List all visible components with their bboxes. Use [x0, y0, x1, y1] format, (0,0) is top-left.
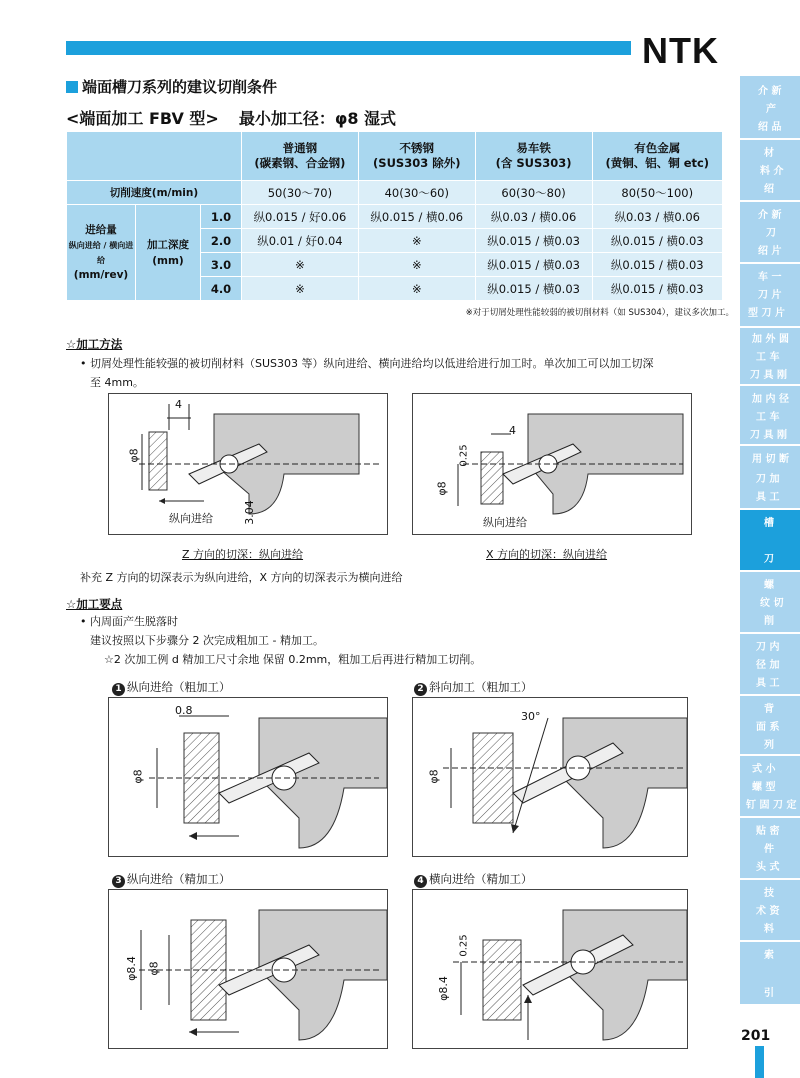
cutting-conditions-table [66, 131, 723, 301]
index-tab-inner-diameter[interactable]: 刀 内 径 加 具 工 [740, 634, 800, 696]
dim-diameter: φ8 [435, 481, 449, 496]
speed-cell: 40(30～60) [358, 181, 475, 205]
index-tab-outer-turning[interactable]: 加 外 圆 工 车 刀 具 刚 [740, 328, 800, 386]
dim-diameter: φ8 [127, 448, 141, 463]
index-tab-inserts[interactable]: 车 一 刀 片 型 刀 片 [740, 264, 800, 328]
feed-cell: ※ [242, 277, 359, 301]
feed-label: 进给量 纵向进给 / 横向进给 (mm/rev) [67, 205, 136, 301]
step-1-diagram: 0.8 φ8 [108, 697, 388, 857]
depth-cell: 3.0 [201, 253, 242, 277]
feed-cell: 纵0.015 / 横0.03 [592, 277, 722, 301]
dim-top: 4 [509, 424, 516, 437]
step-4-diagram: 0.25 φ8.4 [412, 889, 688, 1049]
page-number: 201 [741, 1028, 771, 1044]
header-bar [66, 41, 631, 55]
speed-cell: 80(50～100) [592, 181, 722, 205]
index-tab-index[interactable]: 索 引 [740, 942, 800, 1006]
index-tab-new-inserts[interactable]: 介 新 刀 绍 片 [740, 202, 800, 264]
speed-cell: 50(30～70) [242, 181, 359, 205]
feed-cell: 纵0.015 / 横0.06 [358, 205, 475, 229]
index-tab-insert-head[interactable]: 贴 密 件 头 式 [740, 818, 800, 880]
index-tab-back-series[interactable]: 背 面 系 列 [740, 696, 800, 756]
depth-cell: 1.0 [201, 205, 242, 229]
method-text: • 切屑处理性能较强的被切削材料（SUS303 等）纵向进给、横向进给均以低进给进行加工时。单次加工可以加工切深 至 4mm。 [80, 357, 654, 389]
fig2-caption: X 方向的切深：纵向进给 [486, 548, 608, 561]
header-cell: 普通钢 (碳素钢、合金钢) [242, 132, 359, 181]
index-tab-cut-off[interactable]: 用 切 断 刀 加 具 工 [740, 446, 800, 510]
step-2-diagram: 30° φ8 [412, 697, 688, 857]
header-cell: 不锈钢 (SUS303 除外) [358, 132, 475, 181]
index-tab-new-products[interactable]: 介 新 产 绍 品 [740, 76, 800, 140]
step-2-label: 2 斜向加工（粗加工） [414, 679, 533, 696]
feed-cell: 纵0.015 / 横0.03 [592, 253, 722, 277]
dim-small: 0.25 [458, 444, 470, 467]
step-4-label: 4 横向进给（精加工） [414, 871, 533, 888]
speed-label: 切削速度(m/min) [67, 181, 242, 205]
supplement-text: 补充 Z 方向的切深表示为纵向进给，X 方向的切深表示为横向进给 [80, 571, 403, 584]
feed-cell: ※ [358, 229, 475, 253]
index-tab-threading[interactable]: 螺 纹 切 削 [740, 572, 800, 634]
depth-label: 加工深度 (mm) [136, 205, 201, 301]
title-square-icon [66, 81, 78, 93]
feed-cell: ※ [358, 277, 475, 301]
arrow-label: 纵向进给 [169, 512, 213, 525]
feed-cell: 纵0.015 / 横0.03 [475, 229, 592, 253]
feed-cell: 纵0.03 / 横0.06 [592, 205, 722, 229]
depth-cell: 2.0 [201, 229, 242, 253]
feed-cell: 纵0.015 / 好0.06 [242, 205, 359, 229]
step-3-label: 3 纵向进给（精加工） [112, 871, 231, 888]
step-1-label: 1 纵向进给（粗加工） [112, 679, 231, 696]
header-cell: 易车铁 (含 SUS303) [475, 132, 592, 181]
step-3-diagram: φ8.4 φ8 [108, 889, 388, 1049]
diagram-z-depth [108, 393, 388, 535]
feed-cell: ※ [358, 253, 475, 277]
feed-cell: 纵0.015 / 横0.03 [592, 229, 722, 253]
fig1-caption: Z 方向的切深：纵向进给 [182, 548, 304, 561]
feed-cell: ※ [242, 253, 359, 277]
method-heading: ☆加工方法 [66, 337, 123, 351]
dim-bottom: 3.04 [242, 500, 256, 525]
ntk-logo: NTK [642, 30, 719, 71]
page-title: 端面槽刀系列的建议切削条件 [66, 76, 277, 97]
page-bar [755, 1046, 764, 1078]
index-tab-materials[interactable]: 材 料 介 绍 [740, 140, 800, 202]
diagram-x-svg [413, 394, 691, 534]
diagram-x-depth [412, 393, 692, 535]
feed-cell: 纵0.015 / 横0.03 [475, 277, 592, 301]
table-note: ※对于切屑处理性能较弱的被切削材料（如 SUS304），建议多次加工。 [465, 308, 734, 318]
section-subtitle: <端面加工 FBV 型> 最小加工径：φ8 湿式 [66, 109, 397, 128]
header-cell: 有色金属 (黄铜、铝、铜 etc) [592, 132, 722, 181]
index-tab-technical-data[interactable]: 技 术 资 料 [740, 880, 800, 942]
arrow-label: 纵向进给 [483, 516, 527, 529]
points-text: • 内周面产生脱落时 建议按照以下步骤分 2 次完成粗加工 - 精加工。 ☆2 次加工例 d 精加工尺寸余地 保留 0.2mm，粗加工后再进行精加工切削。 [80, 615, 482, 666]
points-heading: ☆加工要点 [66, 597, 123, 611]
feed-cell: 纵0.01 / 好0.04 [242, 229, 359, 253]
depth-cell: 4.0 [201, 277, 242, 301]
index-tab-small-screw[interactable]: 式 小 螺 型 钉 固 刀 定 [740, 756, 800, 818]
speed-cell: 60(30～80) [475, 181, 592, 205]
index-tab-inner-turning[interactable]: 加 内 径 工 车 刀 具 刚 [740, 386, 800, 446]
feed-cell: 纵0.03 / 横0.06 [475, 205, 592, 229]
index-tab-grooving[interactable]: 槽 刀 [740, 510, 800, 572]
feed-cell: 纵0.015 / 横0.03 [475, 253, 592, 277]
dim-top: 4 [175, 398, 182, 411]
